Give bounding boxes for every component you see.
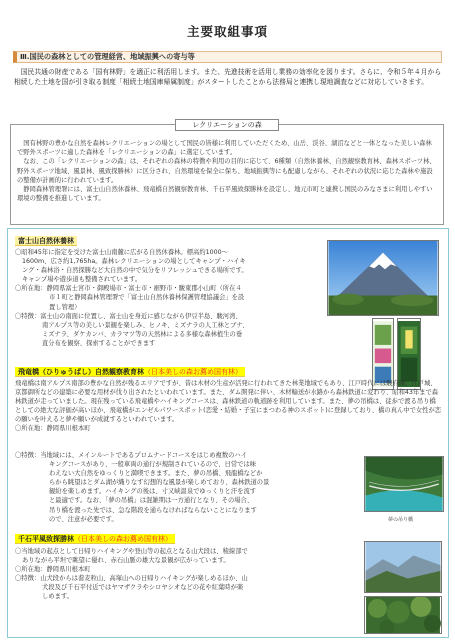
mount-fuji-photo <box>327 240 439 316</box>
recreation-box <box>10 124 444 225</box>
park2-name: 飛竜橋（ひりゅうばし）自然観察教育林 <box>18 368 144 376</box>
park2-line: 観紛を楽しめます。ハイキングの後は、寸又峡温泉でゆっくりと汗を流す <box>49 488 257 496</box>
park2-address: 〇所在地：静岡県川根本町 <box>15 425 91 433</box>
park1-line: 置し管理） <box>49 303 81 311</box>
recreation-p2: なお、この「レクリエーションの森」は、それぞれの森林の特徴や利用の目的に応じて、6種類（自然休養林、自然観察教育林、森林スポーツ林、野外スポーツ地域、風景林、風致探勝林）に区分され、自然環境を保全に保ち、地域振興等にも配慮しながら、それぞれの状況に応じた森林や施設の整備が計画的に行われています。 <box>17 158 436 184</box>
park2-text <box>15 379 442 434</box>
park2-line: ので、注意が必要です。 <box>49 515 118 523</box>
park2-features <box>15 451 360 524</box>
park1-line: 1600m、広さ約1,765ha。森林レクリエーションの場としてキャンプ・ハイキ <box>22 258 246 266</box>
park3-line: 〇当地域の起点として日帰りハイキングや登山等の起点となる山犬段は、稜線部で <box>15 548 248 555</box>
recreation-p1: 国有林野の豊かな自然を森林レクリエーションの場として国民の皆様に利用していただくため、山岳、渓谷、湖沼などと一体となった美しい森林で野外スポーツに適した森林を「レクリエーションの森」に選定しています。 <box>17 140 432 157</box>
park1-line: ング・森林浴・自然探勝など大自然の中で気分をリフレッシュできる場所です。 <box>22 267 248 275</box>
park2-paragraph: 飛竜橋は南アルプス南部の豊かな自然が残るエリアですが、昔は木材の生産が活発に行われてきた林業地域でもあり、江戸時代には駿府城、江戸城、京都御所などの建築に必要な用材が伐り出されたといわれています。また、ダム開発に伴い、木材輸送が水路から森林鉄道に変わり、昭和43年まで森林鉄道が走っていました。現在残っている飛竜橋やハイキングコースは、森林鉄道の軌道跡を利用しています。また、夢の吊橋は、徒歩で渡る吊り橋としての絶大な評価が高いほか、飛竜橋がエンゼルパワースポット(恋愛・結婚・子宝にまつわる神のスポット)に登録しており、橋の真ん中で女性が恋の願いを叶えると夢や願いが成就するといわれています。 <box>15 380 442 424</box>
recreation-title: レクリエーションの森 <box>175 119 279 131</box>
park1-line: 南アルプス等の美しい景観を楽しみ、ヒノキ、ミズナラの人工林とブナ、 <box>42 321 249 329</box>
park2-line: 吊り橋を渡った先では、急な階段を通らなければならないことになります <box>49 506 257 514</box>
park1-line: キャンプ場や遊歩道も整備されています。 <box>22 276 142 284</box>
park2-line: と最適です。なお、「夢の吊橋」は混雑期は一方通行となり、その場合、 <box>49 497 254 505</box>
park3-line: 〇特徴：山犬段からは蕎麦粒山、高塚山への日帰りハイキングが楽しめるほか、山 <box>15 575 248 583</box>
intro-paragraph: 国民共通の財産である「国有林野」を適正に利活用します。また、先進技術を活用し業務の効率化を図ります。さらに、令和５年４月から相続した土地を国が引き取る制度「相続土地国庫帰属制度」がスタートしたことから法務局と連携し現地調査などに対応していきます。 <box>14 68 442 86</box>
park1-line: 直分布を観察、探索することができます <box>42 339 156 347</box>
park1-heading <box>15 236 77 246</box>
forest-photo <box>364 596 442 634</box>
park3-name: 千石平風致探勝林 <box>18 535 74 543</box>
park1-line: 市１町と静岡森林管理署で「富士山自然休養林保護管理協議会」を設 <box>49 294 245 302</box>
page-title: 主要取組事項 <box>186 24 268 39</box>
park3-line: 犬段及び千石平付近ではヤマザクラやシロヤシオなどの花や紅葉時が楽 <box>42 584 244 592</box>
park1-text <box>15 248 315 348</box>
park2-heading <box>15 367 245 377</box>
park1-name: 富士山自然休養林 <box>18 237 74 245</box>
park1-line: 〇昭和45年に指定を受けた富士山南麓に広がる自然休養林。標高約1000～ <box>15 249 228 256</box>
intro-text <box>14 68 442 87</box>
park3-text <box>15 547 355 602</box>
suspension-bridge-photo <box>364 456 444 512</box>
mountain-view-photo <box>364 541 442 593</box>
park1-line: ミズナラ、ダケカンバ、カラマツ等の天然林による多様な森林植生の垂 <box>42 330 243 338</box>
park1-line: 〇所在地：静岡県富士宮市・御殿場市・富士市・裾野市・駿東郡小山町（所在４ <box>15 285 242 293</box>
park2-line: わえない大自然をゆっくりと満喫できます。また、夢の吊橋、飛龍橋などか <box>49 470 263 478</box>
park3-tag: （日本美しの森お薦め国有林） <box>74 535 172 543</box>
park2-line: 〇特徴：当地域には、メインルートであるプロムナードコースをはじめ複数のハイ <box>15 452 248 459</box>
park2-tag: （日本美しの森お薦め国有林） <box>144 368 242 376</box>
park3-line: ありながら平坦で眺望に優れ、赤石山脈の雄大な景観が広がっています。 <box>22 557 230 565</box>
bridge-photo-caption: 夢の吊り橋 <box>388 517 414 523</box>
park1-line: 〇特徴：富士山の南面に位置し、富士山を身近に感じながら伊豆半島、駿河湾、 <box>15 312 242 320</box>
park2-line: キングコースがあり、一般車両の通行が規制されているので、日常では味 <box>49 461 257 469</box>
park2-line: らから眺望はとダム湖が織りなす幻想的な風景が楽しめており、森林鉄道の景 <box>49 479 270 487</box>
park3-line: しめます。 <box>42 593 73 601</box>
recreation-p3: 静岡森林管理署には、富士山自然休養林、飛竜橋自然観察教育林、千石平風致探勝林を設定し、地元市町と連携し国民のみなさまに利用しやすい環境の整備を推進しています。 <box>17 186 433 203</box>
park3-line: 〇所在地：静岡県川根本町 <box>15 566 91 574</box>
park3-heading <box>15 534 175 544</box>
section-heading: Ⅲ.国民の森林としての管理経営、地域振興への寄与等 <box>13 51 442 63</box>
